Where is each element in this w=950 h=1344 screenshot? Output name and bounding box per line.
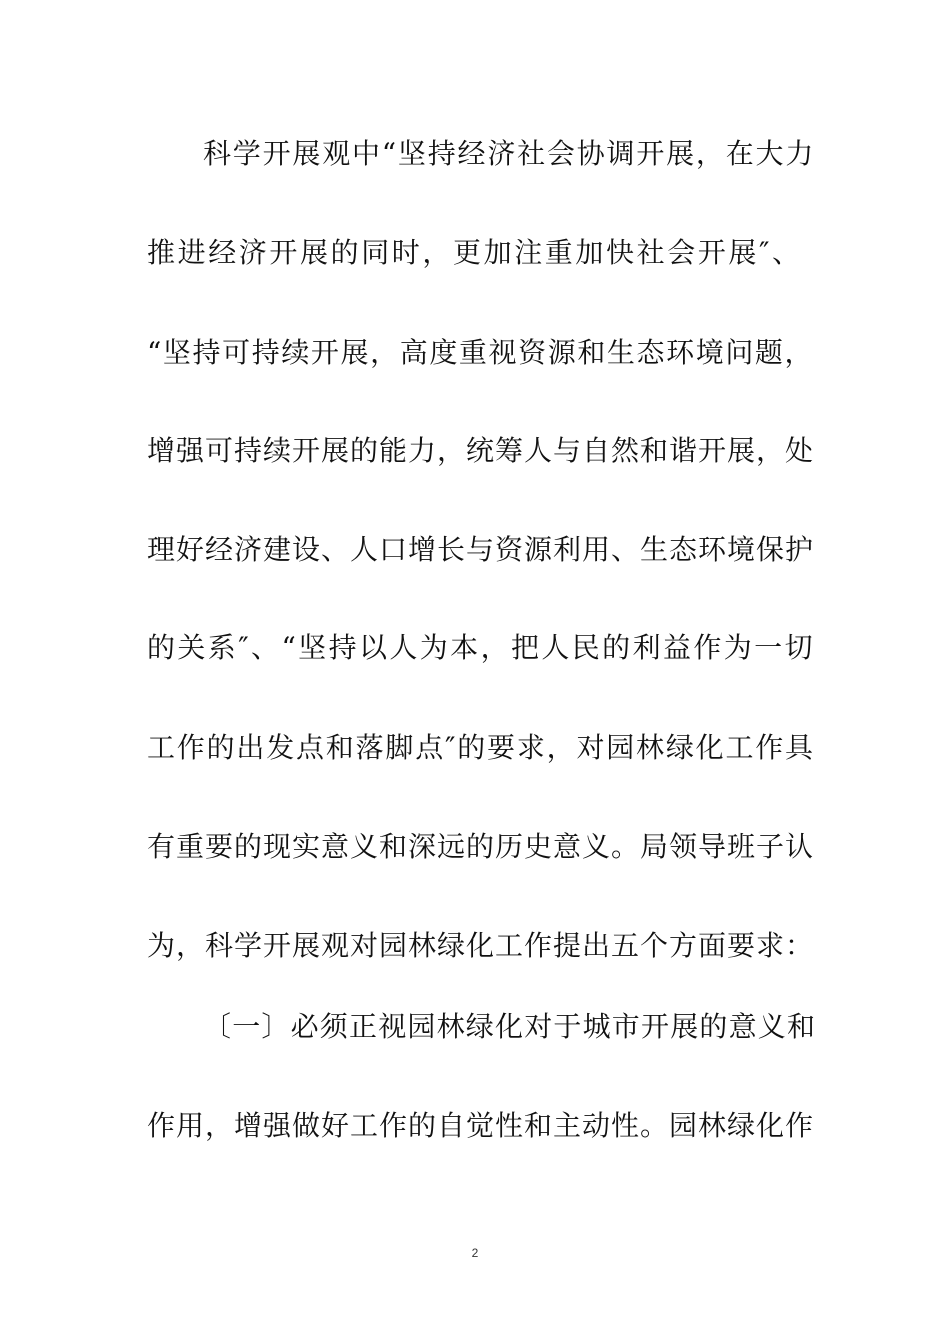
text-line-9: 为，科学开展观对园林绿化工作提出五个方面要求： [147,929,815,962]
page-number: 2 [471,1246,479,1260]
text-line-2: 推进经济开展的同时，更加注重加快社会开展″、 [147,236,803,269]
text-line-8: 有重要的现实意义和深远的历史意义。局领导班子认 [147,830,815,863]
text-line-3: “坚持可持续开展，高度重视资源和生态环境问题， [147,336,815,369]
text-line-1: 科学开展观中“坚持经济社会协调开展，在大力 [203,137,816,170]
text-line-6: 的关系″、“坚持以人为本，把人民的利益作为一切 [147,631,815,664]
text-line-11: 作用，增强做好工作的自觉性和主动性。园林绿化作 [147,1109,815,1142]
text-line-4: 增强可持续开展的能力，统筹人与自然和谐开展，处 [147,434,815,467]
text-line-5: 理好经济建设、人口增长与资源利用、生态环境保护 [147,533,815,566]
text-line-10: 〔一〕必须正视园林绿化对于城市开展的意义和 [203,1010,817,1043]
text-line-7: 工作的出发点和落脚点″的要求，对园林绿化工作具 [147,731,815,764]
